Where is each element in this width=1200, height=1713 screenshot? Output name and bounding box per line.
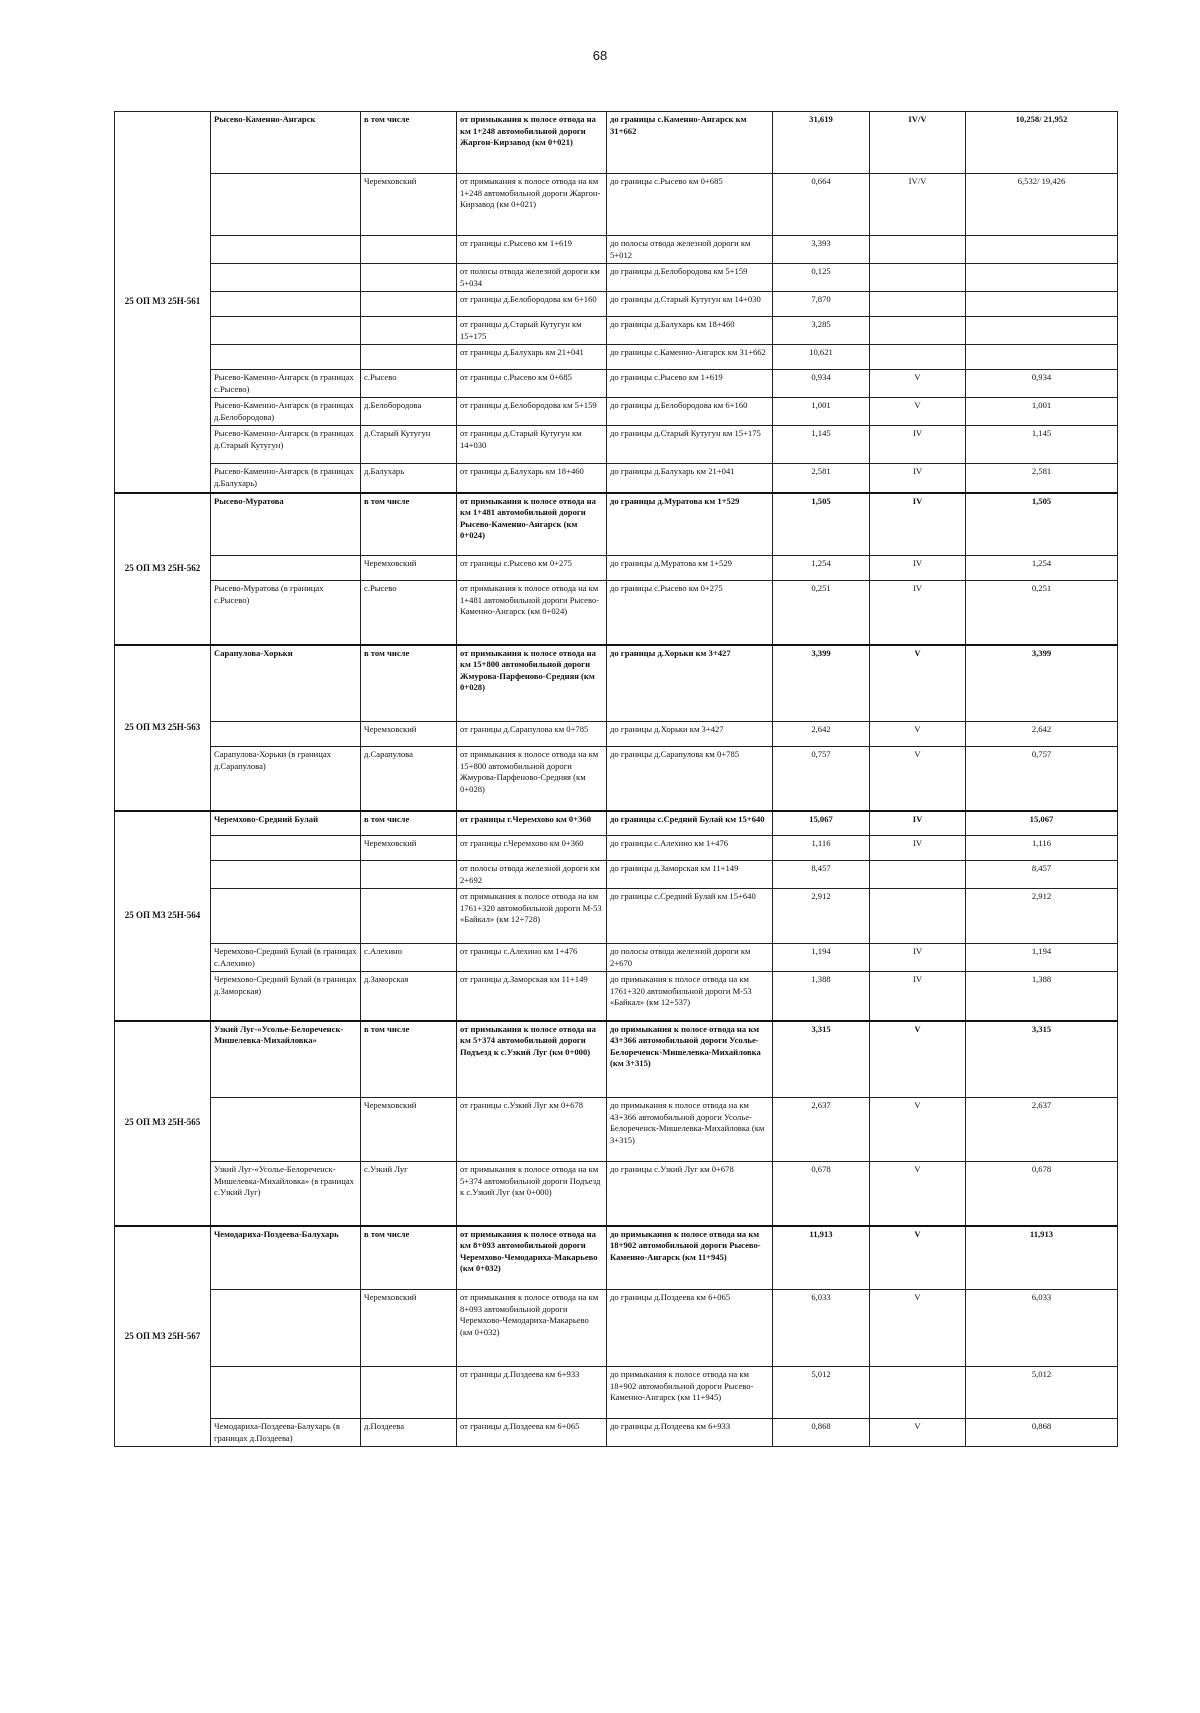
from-cell: от границы с.Рысево км 1+619 [457, 236, 607, 264]
from-cell: от границы д.Старый Кутугун км 15+175 [457, 317, 607, 345]
district-cell: с.Алехино [361, 944, 457, 972]
total-cell: 2,637 [966, 1098, 1118, 1162]
to-cell: до полосы отвода железной дороги км 5+012 [607, 236, 773, 264]
district-cell [361, 1367, 457, 1419]
to-cell: до границы д.Хорьки км 3+427 [607, 645, 773, 722]
table-row [115, 426, 1118, 464]
length-cell: 2,642 [773, 722, 870, 747]
table-row [115, 112, 1118, 174]
category-cell: IV [870, 972, 966, 1021]
table-row [115, 292, 1118, 317]
to-cell: до границы с.Средний Булай км 15+640 [607, 811, 773, 836]
road-name-cell: Рысево-Каменно-Ангарск (в границах д.Балухарь) [211, 464, 361, 493]
table-row [115, 581, 1118, 645]
from-cell: от полосы отвода железной дороги км 2+692 [457, 861, 607, 889]
total-cell: 1,145 [966, 426, 1118, 464]
total-cell: 2,581 [966, 464, 1118, 493]
from-cell: от границы с.Алехино км 1+476 [457, 944, 607, 972]
district-cell: в том числе [361, 493, 457, 556]
from-cell: от примыкания к полосе отвода на км 1+481 автомобильной дороги Рысево-Каменно-Ангарск (км 0+024) [457, 493, 607, 556]
road-name-cell: Чемодариха-Поздеева-Балухарь (в границах д.Поздеева) [211, 1419, 361, 1447]
length-cell: 8,457 [773, 861, 870, 889]
road-name-cell: Чемодариха-Поздеева-Балухарь [211, 1226, 361, 1290]
district-cell: д.Поздеева [361, 1419, 457, 1447]
total-cell: 1,388 [966, 972, 1118, 1021]
road-code-cell: 25 ОП МЗ 25Н-564 [115, 811, 211, 1021]
road-name-cell [211, 317, 361, 345]
district-cell: в том числе [361, 645, 457, 722]
table-row [115, 1226, 1118, 1290]
from-cell: от границы д.Балухарь км 21+041 [457, 345, 607, 370]
total-cell: 6,532/ 19,426 [966, 174, 1118, 236]
category-cell: V [870, 1021, 966, 1098]
total-cell: 10,258/ 21,952 [966, 112, 1118, 174]
district-cell: Черемховский [361, 1290, 457, 1367]
length-cell: 7,870 [773, 292, 870, 317]
length-cell: 3,285 [773, 317, 870, 345]
category-cell [870, 861, 966, 889]
to-cell: до границы д.Балухарь км 21+041 [607, 464, 773, 493]
table-row [115, 889, 1118, 944]
district-cell: Черемховский [361, 1098, 457, 1162]
category-cell: IV [870, 426, 966, 464]
road-code-cell: 25 ОП МЗ 25Н-565 [115, 1021, 211, 1226]
table-row [115, 1021, 1118, 1098]
district-cell: Черемховский [361, 174, 457, 236]
road-name-cell: Рысево-Муратова (в границах с.Рысево) [211, 581, 361, 645]
category-cell [870, 345, 966, 370]
table-row [115, 1162, 1118, 1226]
length-cell: 1,254 [773, 556, 870, 581]
length-cell: 5,012 [773, 1367, 870, 1419]
to-cell: до границы д.Белобородова км 6+160 [607, 398, 773, 426]
length-cell: 6,033 [773, 1290, 870, 1367]
to-cell: до границы с.Алехино км 1+476 [607, 836, 773, 861]
district-cell: с.Узкий Луг [361, 1162, 457, 1226]
road-name-cell [211, 836, 361, 861]
district-cell [361, 236, 457, 264]
length-cell: 2,637 [773, 1098, 870, 1162]
total-cell [966, 345, 1118, 370]
from-cell: от примыкания к полосе отвода на км 1+248 автомобильной дороги Жаргон-Кирзавод (км 0+021) [457, 174, 607, 236]
length-cell: 0,934 [773, 370, 870, 398]
table-row [115, 1419, 1118, 1447]
length-cell: 10,621 [773, 345, 870, 370]
district-cell: Черемховский [361, 556, 457, 581]
table-row [115, 645, 1118, 722]
total-cell: 5,012 [966, 1367, 1118, 1419]
to-cell: до примыкания к полосе отвода на км 43+366 автомобильной дороги Усолье-Белореченск-Мишелевка-Михайловка (км 3+315) [607, 1021, 773, 1098]
to-cell: до границы д.Старый Кутугун км 15+175 [607, 426, 773, 464]
length-cell: 1,194 [773, 944, 870, 972]
district-cell [361, 317, 457, 345]
to-cell: до границы д.Хорьки км 3+427 [607, 722, 773, 747]
road-name-cell [211, 264, 361, 292]
to-cell: до границы с.Узкий Луг км 0+678 [607, 1162, 773, 1226]
to-cell: до границы с.Рысево км 0+685 [607, 174, 773, 236]
table-row [115, 264, 1118, 292]
total-cell: 1,116 [966, 836, 1118, 861]
length-cell: 1,505 [773, 493, 870, 556]
road-name-cell [211, 889, 361, 944]
district-cell [361, 861, 457, 889]
table-row [115, 836, 1118, 861]
category-cell [870, 889, 966, 944]
category-cell: IV [870, 556, 966, 581]
from-cell: от границы г.Черемхово км 0+360 [457, 836, 607, 861]
category-cell [870, 1367, 966, 1419]
road-name-cell [211, 1098, 361, 1162]
from-cell: от границы д.Старый Кутугун км 14+030 [457, 426, 607, 464]
table-row [115, 174, 1118, 236]
total-cell: 3,315 [966, 1021, 1118, 1098]
table-row [115, 556, 1118, 581]
from-cell: от полосы отвода железной дороги км 5+034 [457, 264, 607, 292]
to-cell: до границы с.Каменно-Ангарск км 31+662 [607, 345, 773, 370]
road-name-cell [211, 236, 361, 264]
from-cell: от границы д.Белобородова км 6+160 [457, 292, 607, 317]
length-cell: 3,399 [773, 645, 870, 722]
to-cell: до границы д.Сарапулова км 0+785 [607, 747, 773, 811]
table-row [115, 370, 1118, 398]
from-cell: от границы д.Поздеева км 6+933 [457, 1367, 607, 1419]
category-cell: V [870, 1226, 966, 1290]
total-cell: 2,912 [966, 889, 1118, 944]
road-name-cell [211, 1367, 361, 1419]
table-row [115, 317, 1118, 345]
district-cell: с.Рысево [361, 581, 457, 645]
length-cell: 0,678 [773, 1162, 870, 1226]
road-code-cell: 25 ОП МЗ 25Н-561 [115, 112, 211, 493]
from-cell: от границы д.Сарапулова км 0+785 [457, 722, 607, 747]
to-cell: до границы с.Средний Булай км 15+640 [607, 889, 773, 944]
to-cell: до границы д.Муратова км 1+529 [607, 556, 773, 581]
road-name-cell: Рысево-Каменно-Ангарск (в границах с.Рысево) [211, 370, 361, 398]
to-cell: до полосы отвода железной дороги км 2+670 [607, 944, 773, 972]
road-name-cell [211, 556, 361, 581]
total-cell: 0,934 [966, 370, 1118, 398]
to-cell: до границы д.Поздеева км 6+933 [607, 1419, 773, 1447]
road-name-cell: Черемхово-Средний Булай (в границах с.Алехино) [211, 944, 361, 972]
from-cell: от примыкания к полосе отвода на км 1+481 автомобильной дороги Рысево-Каменно-Ангарск (км 0+024) [457, 581, 607, 645]
from-cell: от примыкания к полосе отвода на км 8+093 автомобильной дороги Черемхово-Чемодариха-Макарьево (км 0+032) [457, 1226, 607, 1290]
to-cell: до примыкания к полосе отвода на км 18+902 автомобильной дороги Рысево-Каменно-Ангарск (км 11+945) [607, 1226, 773, 1290]
to-cell: до границы с.Рысево км 1+619 [607, 370, 773, 398]
table-row [115, 1290, 1118, 1367]
table-row [115, 1098, 1118, 1162]
from-cell: от примыкания к полосе отвода на км 15+800 автомобильной дороги Жмурова-Парфеново-Средняя (км 0+028) [457, 645, 607, 722]
table-row [115, 345, 1118, 370]
to-cell: до границы д.Поздеева км 6+065 [607, 1290, 773, 1367]
roads-table-body [115, 112, 1118, 1447]
district-cell [361, 264, 457, 292]
category-cell: IV/V [870, 174, 966, 236]
total-cell: 1,505 [966, 493, 1118, 556]
from-cell: от примыкания к полосе отвода на км 5+374 автомобильной дороги Подъезд к с.Узкий Луг (км 0+000) [457, 1021, 607, 1098]
total-cell: 1,254 [966, 556, 1118, 581]
category-cell: IV [870, 944, 966, 972]
to-cell: до примыкания к полосе отвода на км 1761+320 автомобильной дороги М-53 «Байкал» (км 12+537) [607, 972, 773, 1021]
category-cell [870, 292, 966, 317]
category-cell: V [870, 1098, 966, 1162]
category-cell: IV [870, 811, 966, 836]
road-name-cell: Сарапулова-Хорьки [211, 645, 361, 722]
category-cell: V [870, 398, 966, 426]
length-cell: 11,913 [773, 1226, 870, 1290]
table-row [115, 236, 1118, 264]
category-cell: IV [870, 493, 966, 556]
category-cell [870, 317, 966, 345]
road-name-cell: Рысево-Муратова [211, 493, 361, 556]
total-cell: 15,067 [966, 811, 1118, 836]
district-cell: с.Рысево [361, 370, 457, 398]
from-cell: от примыкания к полосе отвода на км 1761+320 автомобильной дороги М-53 «Байкал» (км 12+728) [457, 889, 607, 944]
category-cell [870, 264, 966, 292]
category-cell: V [870, 645, 966, 722]
road-name-cell [211, 345, 361, 370]
length-cell: 0,757 [773, 747, 870, 811]
district-cell: д.Белобородова [361, 398, 457, 426]
length-cell: 2,581 [773, 464, 870, 493]
category-cell: IV [870, 836, 966, 861]
district-cell: д.Сарапулова [361, 747, 457, 811]
road-name-cell [211, 722, 361, 747]
to-cell: до примыкания к полосе отвода на км 43+366 автомобильной дороги Усолье-Белореченск-Мишелевка-Михайловка (км 3+315) [607, 1098, 773, 1162]
table-row [115, 861, 1118, 889]
category-cell: V [870, 722, 966, 747]
length-cell: 3,315 [773, 1021, 870, 1098]
length-cell: 31,619 [773, 112, 870, 174]
total-cell: 0,678 [966, 1162, 1118, 1226]
district-cell: Черемховский [361, 836, 457, 861]
to-cell: до границы д.Заморская км 11+149 [607, 861, 773, 889]
district-cell: д.Старый Кутугун [361, 426, 457, 464]
district-cell: Черемховский [361, 722, 457, 747]
table-row [115, 398, 1118, 426]
to-cell: до границы д.Муратова км 1+529 [607, 493, 773, 556]
length-cell: 0,868 [773, 1419, 870, 1447]
district-cell: в том числе [361, 1021, 457, 1098]
total-cell: 1,194 [966, 944, 1118, 972]
total-cell: 0,757 [966, 747, 1118, 811]
road-name-cell: Узкий Луг-«Усолье-Белореченск-Мишелевка-Михайловка» [211, 1021, 361, 1098]
road-code-cell: 25 ОП МЗ 25Н-567 [115, 1226, 211, 1447]
category-cell: V [870, 1162, 966, 1226]
road-name-cell: Рысево-Каменно-Ангарск (в границах д.Белобородова) [211, 398, 361, 426]
road-name-cell: Сарапулова-Хорьки (в границах д.Сарапулова) [211, 747, 361, 811]
from-cell: от границы д.Поздеева км 6+065 [457, 1419, 607, 1447]
length-cell: 1,145 [773, 426, 870, 464]
road-code-cell: 25 ОП МЗ 25Н-562 [115, 493, 211, 645]
length-cell: 0,251 [773, 581, 870, 645]
road-name-cell: Рысево-Каменно-Ангарск (в границах д.Старый Кутугун) [211, 426, 361, 464]
total-cell: 3,399 [966, 645, 1118, 722]
to-cell: до границы д.Белобородова км 5+159 [607, 264, 773, 292]
district-cell [361, 292, 457, 317]
district-cell: в том числе [361, 112, 457, 174]
table-row [115, 972, 1118, 1021]
category-cell: V [870, 1419, 966, 1447]
table-row [115, 944, 1118, 972]
district-cell: в том числе [361, 811, 457, 836]
to-cell: до примыкания к полосе отвода на км 18+902 автомобильной дороги Рысево-Каменно-Ангарск (км 11+945) [607, 1367, 773, 1419]
category-cell: IV [870, 464, 966, 493]
table-row [115, 811, 1118, 836]
district-cell [361, 889, 457, 944]
to-cell: до границы с.Рысево км 0+275 [607, 581, 773, 645]
road-name-cell: Черемхово-Средний Булай (в границах д.Заморская) [211, 972, 361, 1021]
total-cell [966, 317, 1118, 345]
length-cell: 3,393 [773, 236, 870, 264]
from-cell: от примыкания к полосе отвода на км 1+248 автомобильной дороги Жаргон-Кирзавод (км 0+021) [457, 112, 607, 174]
from-cell: от границы с.Рысево км 0+685 [457, 370, 607, 398]
total-cell: 0,251 [966, 581, 1118, 645]
district-cell: д.Балухарь [361, 464, 457, 493]
road-name-cell: Черемхово-Средний Булай [211, 811, 361, 836]
table-row [115, 464, 1118, 493]
page-number: 68 [592, 48, 608, 63]
road-name-cell: Рысево-Каменно-Ангарск [211, 112, 361, 174]
road-name-cell [211, 292, 361, 317]
category-cell: V [870, 1290, 966, 1367]
road-name-cell [211, 174, 361, 236]
length-cell: 0,125 [773, 264, 870, 292]
length-cell: 1,001 [773, 398, 870, 426]
road-name-cell [211, 1290, 361, 1367]
length-cell: 0,664 [773, 174, 870, 236]
category-cell: IV [870, 581, 966, 645]
district-cell: в том числе [361, 1226, 457, 1290]
total-cell: 8,457 [966, 861, 1118, 889]
total-cell: 2,642 [966, 722, 1118, 747]
category-cell: V [870, 370, 966, 398]
table-row [115, 722, 1118, 747]
category-cell [870, 236, 966, 264]
length-cell: 1,388 [773, 972, 870, 1021]
from-cell: от границы д.Белобородова км 5+159 [457, 398, 607, 426]
from-cell: от примыкания к полосе отвода на км 5+374 автомобильной дороги Подъезд к с.Узкий Луг (км 0+000) [457, 1162, 607, 1226]
length-cell: 15,067 [773, 811, 870, 836]
total-cell [966, 292, 1118, 317]
from-cell: от границы с.Узкий Луг км 0+678 [457, 1098, 607, 1162]
length-cell: 2,912 [773, 889, 870, 944]
category-cell: V [870, 747, 966, 811]
table-row [115, 747, 1118, 811]
from-cell: от границы д.Балухарь км 18+460 [457, 464, 607, 493]
from-cell: от границы г.Черемхово км 0+360 [457, 811, 607, 836]
to-cell: до границы д.Старый Кутугун км 14+030 [607, 292, 773, 317]
district-cell: д.Заморская [361, 972, 457, 1021]
total-cell [966, 264, 1118, 292]
total-cell [966, 236, 1118, 264]
from-cell: от границы с.Рысево км 0+275 [457, 556, 607, 581]
table-row [115, 493, 1118, 556]
from-cell: от примыкания к полосе отвода на км 15+800 автомобильной дороги Жмурова-Парфеново-Средняя (км 0+028) [457, 747, 607, 811]
district-cell [361, 345, 457, 370]
road-name-cell: Узкий Луг-«Усолье-Белореченск-Мишелевка-Михайловка» (в границах с.Узкий Луг) [211, 1162, 361, 1226]
category-cell: IV/V [870, 112, 966, 174]
total-cell: 1,001 [966, 398, 1118, 426]
to-cell: до границы д.Балухарь км 18+460 [607, 317, 773, 345]
total-cell: 6,033 [966, 1290, 1118, 1367]
from-cell: от границы д.Заморская км 11+149 [457, 972, 607, 1021]
to-cell: до границы с.Каменно-Ангарск км 31+662 [607, 112, 773, 174]
total-cell: 0,868 [966, 1419, 1118, 1447]
length-cell: 1,116 [773, 836, 870, 861]
road-name-cell [211, 861, 361, 889]
road-code-cell: 25 ОП МЗ 25Н-563 [115, 645, 211, 811]
table-row [115, 1367, 1118, 1419]
from-cell: от примыкания к полосе отвода на км 8+093 автомобильной дороги Черемхово-Чемодариха-Макарьево (км 0+032) [457, 1290, 607, 1367]
roads-table [114, 111, 1118, 1447]
total-cell: 11,913 [966, 1226, 1118, 1290]
